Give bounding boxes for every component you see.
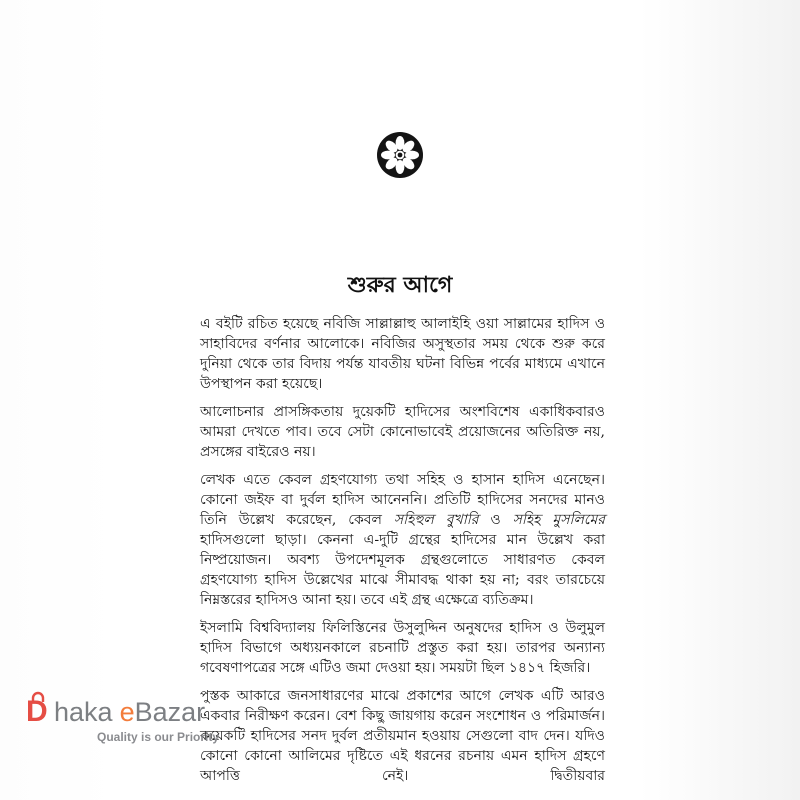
- paragraph-4: ইসলামি বিশ্ববিদ্যালয় ফিলিস্তিনের উসুলুদ্দিন অনুষদের হাদিস ও উলুমুল হাদিস বিভাগে অধ্যয়নকালে রচনাটি প্রস্তুত করা হয়। তারপর অন্যান্য গবেষণাপত্রের সঙ্গে এটিও জমা দেওয়া হয়। সময়টা ছিল ১৪১৭ হিজরি।: [200, 620, 605, 676]
- brand-name-dhaka: haka: [54, 697, 113, 727]
- brand-tagline: Quality is our Priority: [97, 730, 220, 744]
- dhaka-ebazar-watermark: [26, 696, 266, 752]
- shopping-bag-icon: [26, 696, 54, 728]
- brand-logo: [26, 696, 266, 728]
- paragraph-3-text-before: লেখক এতে কেবল গ্রহণযোগ্য তথা সহিহ ও হাসান হাদিস এনেছেন। কোনো জইফ বা দুর্বল হাদিস আনেননি। প্রতিটি হাদিসের সনদের মানও তিনি উল্লেখ করেছেন, কেবল: [200, 472, 605, 528]
- chapter-body: [200, 314, 605, 784]
- paragraph-5: পুস্তক আকারে জনসাধারণের মাঝে প্রকাশের আগে লেখক এটি আরও একবার নিরীক্ষণ করেন। বেশ কিছু জায়গায় করেন সংশোধন ও পরিমার্জন। কয়েকটি হাদিসের সনদ দুর্বল প্রতীয়মান হওয়ায় সেগুলো বাদ দেন। যদিও কোনো কোনো আলিমের দৃষ্টিতে এই ধরনের রচনায় এমন হাদিস গ্রহণে আপত্তি নেই। দ্বিতীয়বার: [200, 688, 605, 784]
- brand-name-bazar: Bazar: [134, 697, 206, 727]
- flower-ornament-icon: [376, 131, 424, 179]
- book-title-sahih-muslim: সহিহ মুসলিমের: [512, 512, 605, 528]
- book-title-sahihul-bukhari: সহিহুল বুখারি: [393, 512, 479, 528]
- paragraph-3-text-after: হাদিসগুলো ছাড়া। কেননা এ-দুটি গ্রন্থের হাদিসের মান উল্লেখ করা নিষ্প্রয়োজন। অবশ্য উপদেশমূলক গ্রন্থগুলোতে সাধারণত কেবল গ্রহণযোগ্য হাদিস উল্লেখের মাঝে সীমাবদ্ধ থাকা হয় না; বরং তারচেয়ে নিম্নস্তরের হাদিসও আনা হয়। তবে এই গ্রন্থ এক্ষেত্রে ব্যতিক্রম।: [200, 532, 605, 608]
- paragraph-3: [200, 470, 605, 610]
- chapter-title: শুরুর আগে: [347, 272, 453, 298]
- brand-name-e: e: [119, 697, 135, 727]
- paragraph-1: এ বইটি রচিত হয়েছে নবিজি সাল্লাল্লাহু আলাইহি ওয়া সাল্লামের হাদিস ও সাহাবিদের বর্ণনার আলোকে। নবিজির অসুস্থতার সময় থেকে শুরু করে দুনিয়া থেকে তার বিদায় পর্যন্ত যাবতীয় ঘটনা বিভিন্ন পর্বের মাধ্যমে এখানে উপস্থাপন করা হয়েছে।: [200, 316, 605, 392]
- paragraph-2: আলোচনার প্রাসঙ্গিকতায় দুয়েকটি হাদিসের অংশবিশেষ একাধিকবারও আমরা দেখতে পাব। তবে সেটা কোনোভাবেই প্রয়োজনের অতিরিক্ত নয়, প্রসঙ্গের বাইরেও নয়।: [200, 404, 605, 460]
- brand-initial: D: [26, 695, 48, 728]
- paragraph-3-text-between: ও: [478, 512, 513, 528]
